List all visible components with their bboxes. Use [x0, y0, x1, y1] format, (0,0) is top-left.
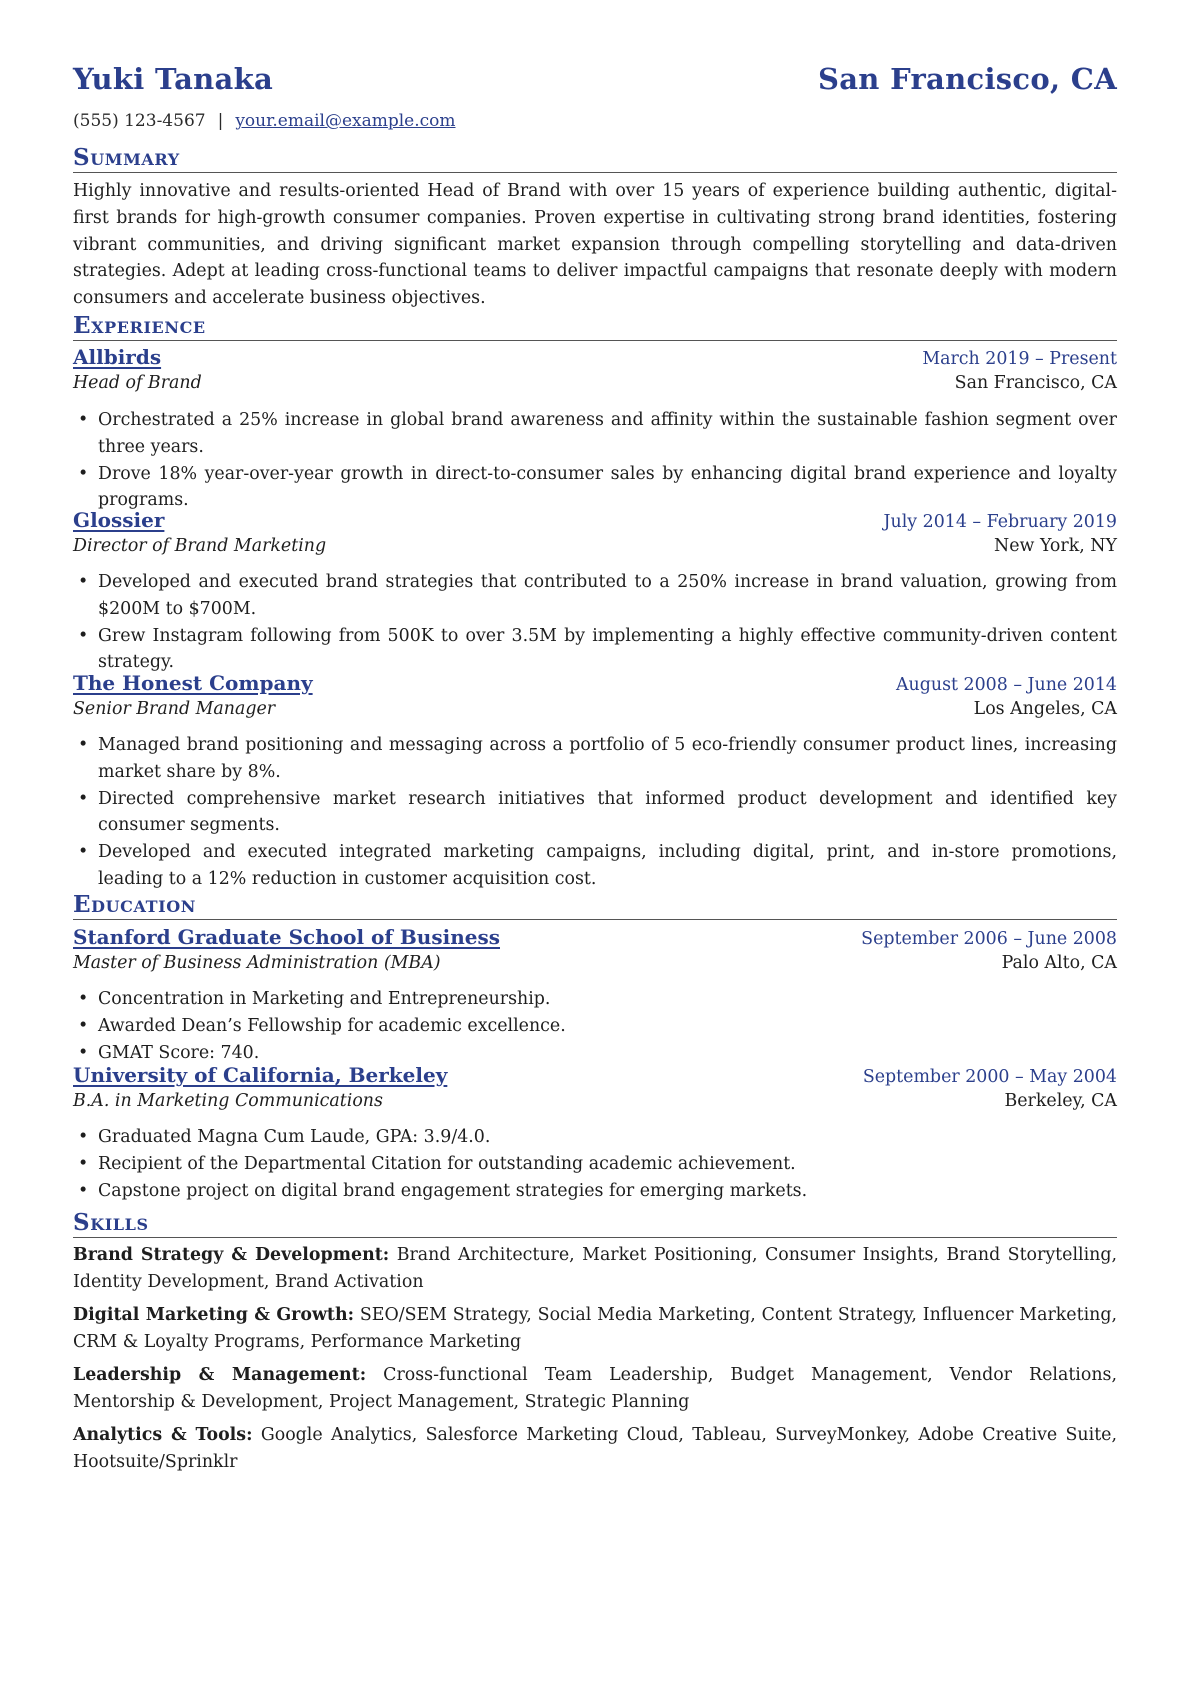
entry-role: Senior Brand Manager	[73, 699, 276, 719]
experience-entry-subheader	[73, 699, 1117, 719]
section-title-summary: Summary	[73, 145, 1117, 173]
section-title-experience: Experience	[73, 313, 1117, 341]
entry-location: Los Angeles, CA	[973, 699, 1117, 719]
degree: B.A. in Marketing Communications	[73, 1091, 383, 1111]
candidate-location: San Francisco, CA	[817, 62, 1117, 96]
education-bullets	[73, 986, 1117, 1066]
skill-label: Analytics & Tools:	[73, 1425, 253, 1445]
experience-entry-header	[73, 671, 1117, 695]
list-item: • Capstone project on digital brand engagement strategies for emerging markets.	[98, 1178, 1117, 1205]
experience-entry-header	[73, 345, 1117, 369]
skill-group	[73, 1422, 1117, 1476]
header	[73, 62, 1117, 96]
entry-dates: March 2019 – Present	[922, 349, 1117, 369]
experience-bullets	[73, 407, 1117, 514]
education-entry-header	[73, 1063, 1117, 1087]
skill-group	[73, 1302, 1117, 1356]
education-entry-subheader	[73, 1091, 1117, 1111]
section-title-education: Education	[73, 892, 1117, 920]
skill-label: Digital Marketing & Growth:	[73, 1305, 355, 1325]
entry-location: New York, NY	[994, 536, 1117, 556]
experience-bullets	[73, 569, 1117, 676]
entry-dates: July 2014 – February 2019	[883, 512, 1117, 532]
list-item: • Developed and executed integrated marketing campaigns, including digital, print, and in-store promotions, leading to a 12% reduction in customer acquisition cost.	[98, 839, 1117, 893]
education-bullets	[73, 1124, 1117, 1204]
list-item: • Managed brand positioning and messaging across a portfolio of 5 eco-friendly consumer product lines, increasing market share by 8%.	[98, 732, 1117, 786]
contact-separator: |	[217, 111, 224, 131]
entry-dates: September 2006 – June 2008	[861, 929, 1117, 949]
skill-text: Cross-functional Team Leadership, Budget Management, Vendor Relations, Mentorship & Development, Project Management, Strategic Planning	[73, 1365, 1117, 1412]
school-link[interactable]: Stanford Graduate School of Business	[73, 925, 500, 949]
list-item: • Drove 18% year-over-year growth in direct-to-consumer sales by enhancing digital brand experience and loyalty programs.	[98, 461, 1117, 515]
school-link[interactable]: University of California, Berkeley	[73, 1063, 448, 1087]
skill-text: Google Analytics, Salesforce Marketing Cloud, Tableau, SurveyMonkey, Adobe Creative Suite, Hootsuite/Sprinklr	[73, 1425, 1117, 1472]
entry-location: Berkeley, CA	[1004, 1091, 1117, 1111]
list-item: • Awarded Dean’s Fellowship for academic excellence.	[98, 1013, 1117, 1040]
email-link[interactable]: your.email@example.com	[235, 111, 456, 131]
phone-number: (555) 123-4567	[73, 111, 206, 131]
list-item: • Grew Instagram following from 500K to over 3.5M by implementing a highly effective community-driven content strategy.	[98, 623, 1117, 677]
experience-entry-subheader	[73, 536, 1117, 556]
skill-text: Brand Architecture, Market Positioning, Consumer Insights, Brand Storytelling, Identity Development, Brand Activation	[73, 1245, 1117, 1292]
experience-entry-subheader	[73, 373, 1117, 393]
summary-text: Highly innovative and results-oriented Head of Brand with over 15 years of experience building authentic, digital-first brands for high-growth consumer companies. Proven expertise in cultivating strong brand identities, fostering vibrant communities, and driving significant market expansion through compelling storytelling and data-driven strategies. Adept at leading cross-functional teams to deliver impactful campaigns that resonate deeply with modern consumers and accelerate business objectives.	[73, 181, 1117, 309]
contact-line	[73, 111, 456, 131]
entry-role: Director of Brand Marketing	[73, 536, 327, 556]
experience-bullets	[73, 732, 1117, 893]
education-entry-header	[73, 925, 1117, 949]
org-link[interactable]: Allbirds	[73, 345, 162, 369]
entry-location: Palo Alto, CA	[1001, 953, 1117, 973]
list-item: • GMAT Score: 740.	[98, 1040, 1117, 1067]
org-link[interactable]: The Honest Company	[73, 671, 313, 695]
entry-dates: September 2000 – May 2004	[862, 1067, 1117, 1087]
skill-group	[73, 1242, 1117, 1296]
entry-role: Head of Brand	[73, 373, 202, 393]
candidate-name: Yuki Tanaka	[73, 62, 274, 96]
skill-text: SEO/SEM Strategy, Social Media Marketing, Content Strategy, Influencer Marketing, CRM & Loyalty Programs, Performance Marketing	[73, 1305, 1117, 1352]
list-item: • Orchestrated a 25% increase in global brand awareness and affinity within the sustainable fashion segment over three years.	[98, 407, 1117, 461]
degree: Master of Business Administration (MBA)	[73, 953, 441, 973]
skill-group	[73, 1362, 1117, 1416]
list-item: • Developed and executed brand strategies that contributed to a 250% increase in brand valuation, growing from $200M to $700M.	[98, 569, 1117, 623]
skill-label: Leadership & Management:	[73, 1365, 367, 1385]
entry-location: San Francisco, CA	[954, 373, 1117, 393]
entry-dates: August 2008 – June 2014	[896, 675, 1117, 695]
section-title-skills: Skills	[73, 1210, 1117, 1238]
org-link[interactable]: Glossier	[73, 508, 165, 532]
list-item: • Concentration in Marketing and Entrepreneurship.	[98, 986, 1117, 1013]
skill-label: Brand Strategy & Development:	[73, 1245, 390, 1265]
experience-entry-header	[73, 508, 1117, 532]
education-entry-subheader	[73, 953, 1117, 973]
list-item: • Directed comprehensive market research initiatives that informed product development and identified key consumer segments.	[98, 786, 1117, 840]
list-item: • Graduated Magna Cum Laude, GPA: 3.9/4.0.	[98, 1124, 1117, 1151]
list-item: • Recipient of the Departmental Citation for outstanding academic achievement.	[98, 1151, 1117, 1178]
